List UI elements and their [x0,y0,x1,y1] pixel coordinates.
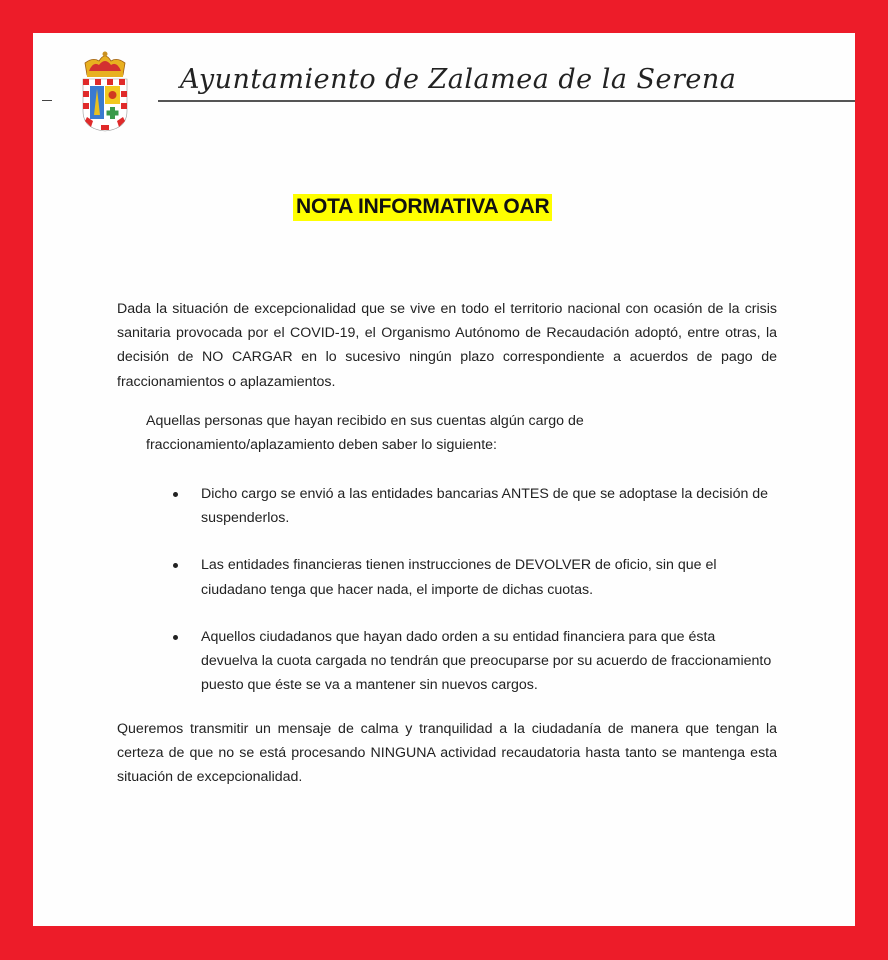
bullet-icon [173,563,178,568]
lead-paragraph: Aquellas personas que hayan recibido en sus cuentas algún cargo de fraccionamiento/aplazamiento deben saber lo siguiente: [146,413,584,454]
header-divider [158,100,855,102]
bullet-icon [173,635,178,640]
list-item [173,625,773,698]
org-name: Ayuntamiento de Zalamea de la Serena [180,64,737,95]
document-title: NOTA INFORMATIVA OAR [293,194,552,221]
intro-paragraph: Dada la situación de excepcionalidad que se vive en todo el territorio nacional con ocasión de la crisis sanitaria provocada por el COVID-19, el Organismo Autónomo de Recaudación adoptó, entre otras, la decisión de NO CARGAR en lo sucesivo ningún plazo correspondiente a acuerdos de pago de fraccionamientos o aplazamientos. [117,301,777,390]
header-dash [42,100,52,101]
bullet-icon [173,492,178,497]
coat-of-arms-icon [79,49,131,133]
closing-paragraph: Queremos transmitir un mensaje de calma y tranquilidad a la ciudadanía de manera que tengan la certeza de que no se está procesando NINGUNA actividad recaudatoria hasta tanto se mantenga esta situación de excepcionalidad. [117,721,777,786]
bullet-list [173,482,773,720]
document-page [33,33,855,926]
list-item-text: Aquellos ciudadanos que hayan dado orden a su entidad financiera para que ésta devuelva la cuota cargada no tendrán que preocuparse por su acuerdo de fraccionamiento puesto que éste se va a mantener sin nuevos cargos. [201,628,772,694]
list-item [173,482,773,530]
list-item-text: Las entidades financieras tienen instrucciones de DEVOLVER de oficio, sin que el ciudadano tenga que hacer nada, el importe de dichas cuotas. [201,557,717,598]
list-item [173,553,773,601]
list-item-text: Dicho cargo se envió a las entidades bancarias ANTES de que se adoptase la decisión de suspenderlos. [201,486,769,527]
